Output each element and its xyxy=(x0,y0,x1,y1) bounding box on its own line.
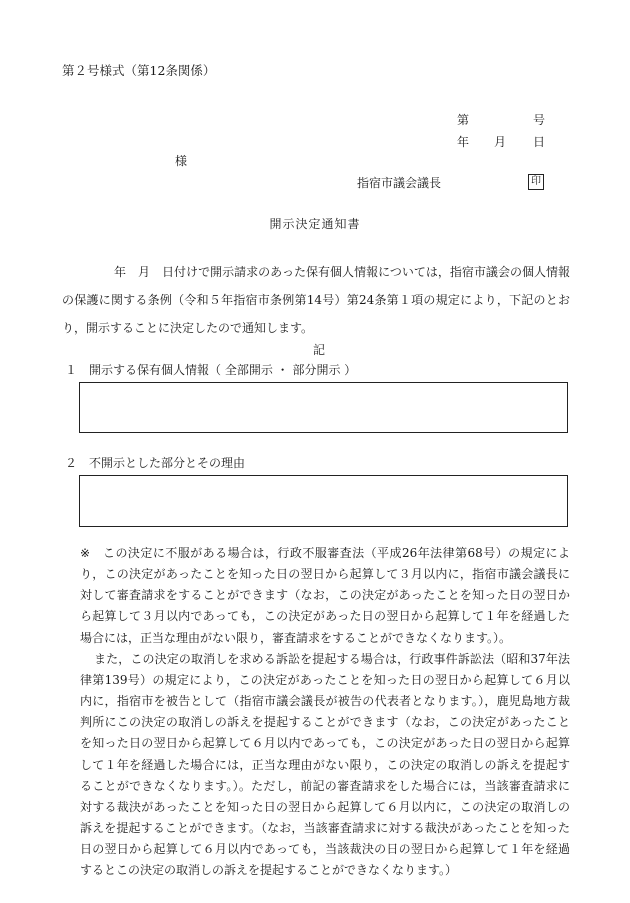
date-year-label: 年 xyxy=(457,135,470,149)
date-month-label: 月 xyxy=(494,135,507,149)
section-1-box xyxy=(79,382,568,433)
section-2-heading: ２ 不開示とした部分とその理由 xyxy=(65,456,246,470)
note-paragraph-2: また，この決定の取消しを求める訴訟を提起する場合は，行政事件訴訟法（昭和37年法律第139号）の規定により，この決定があったことを知った日の翌日から起算して６月以内に，指宿市を被告として（指宿市議会議長が被告の代表者となります。），鹿児島地方裁判所にこの決定の取消しの訴えを提起することができます（なお，この決定があったことを知った日の翌日から起算して６月以内であっても，この決定があった日の翌日から起算して１年を経過した場合には，正当な理由がない限り，この決定の取消しの訴えを提起することができなくなります。）。ただし，前記の審査請求をした場合には，当該審査請求に対する裁決があったことを知った日の翌日から起算して６月以内に，この決定の取消しの訴えを提起することができます。（なお，当該審査請求に対する裁決があったことを知った日の翌日から起算して６月以内であっても，当該裁決の日の翌日から起算して１年を経過するとこの決定の取消しの訴えを提起することができなくなります。） xyxy=(80,651,570,878)
note-mark: ※ xyxy=(80,546,91,560)
addressee-suffix: 様 xyxy=(175,154,188,168)
section-2-box xyxy=(79,475,568,527)
issuer-name: 指宿市議会議長 xyxy=(357,176,442,190)
document-number-suffix: 号 xyxy=(533,113,546,127)
document-number-prefix: 第 xyxy=(457,113,470,127)
document-title: 開示決定通知書 xyxy=(269,217,361,231)
section-1-heading: １ 開示する保有個人情報（ 全部開示 ・ 部分開示 ） xyxy=(65,363,357,377)
notice-body: 年 月 日付けで開示請求のあった保有個人情報については，指宿市議会の個人情報の保護に関する条例（令和５年指宿市条例第14号）第24条第１項の規定により，下記のとおり，開示することに決定したので通知します。 xyxy=(62,265,570,335)
date-day-label: 日 xyxy=(533,135,546,149)
ki-heading: 記 xyxy=(312,343,325,357)
seal-mark: 印 xyxy=(528,174,544,190)
note-paragraph-1: この決定に不服がある場合は，行政不服審査法（平成26年法律第68号）の規定により，この決定があったことを知った日の翌日から起算して３月以内に，指宿市議会議長に対して審査請求をすることができます（なお，この決定があったことを知った日の翌日から起算して３月以内であっても，この決定があった日の翌日から起算して１年を経過した場合には，正当な理由がない限り，審査請求をすることができなくなります。）。 xyxy=(80,546,570,645)
form-number: 第２号様式（第12条関係） xyxy=(62,63,216,78)
appeal-note xyxy=(80,543,570,882)
